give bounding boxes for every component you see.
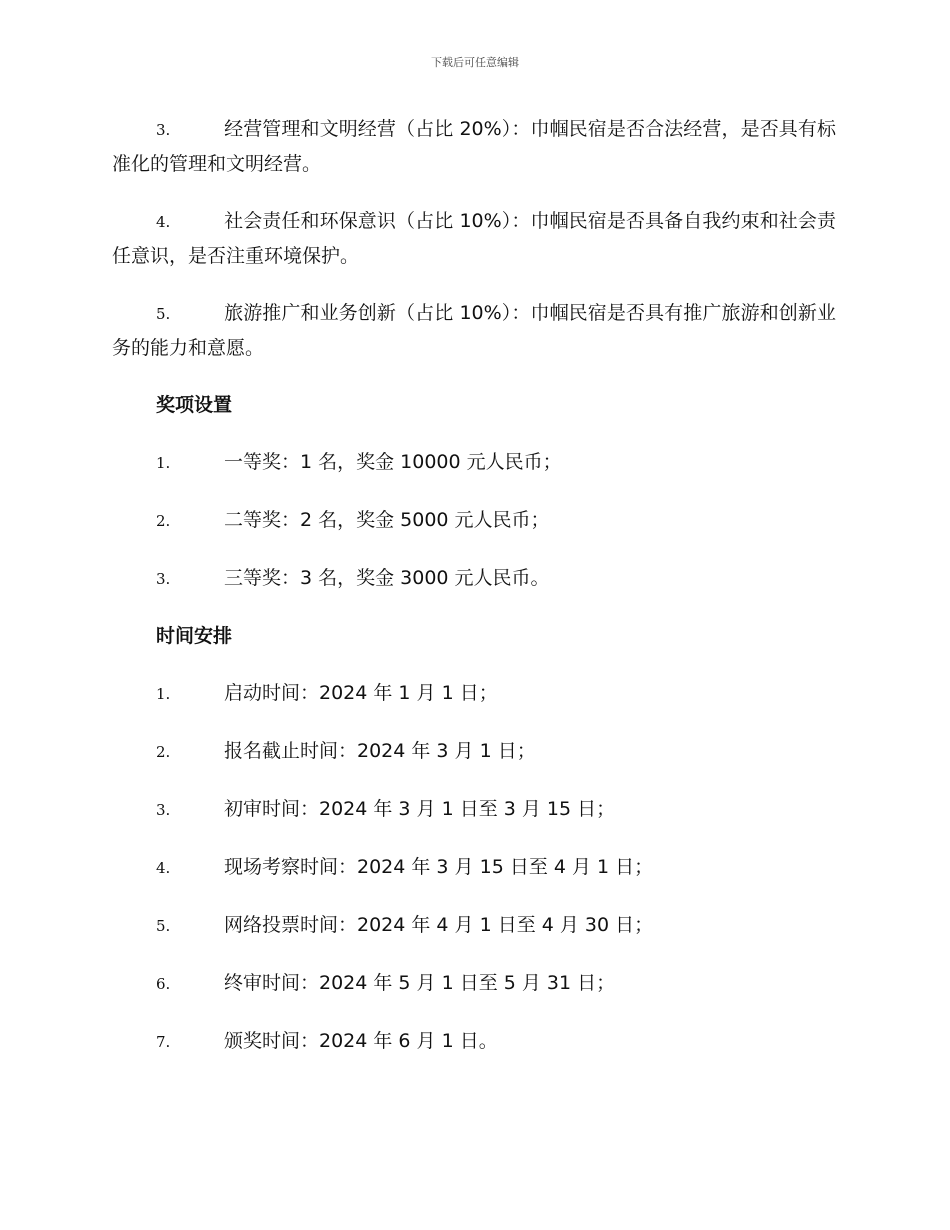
schedule-text: 初审时间：2024 年 3 月 1 日至 3 月 15 日；	[224, 798, 616, 820]
list-number: 2.	[156, 512, 171, 530]
list-number: 3.	[156, 801, 171, 819]
schedule-text: 终审时间：2024 年 5 月 1 日至 5 月 31 日；	[224, 972, 616, 994]
schedule-text: 现场考察时间：2024 年 3 月 15 日至 4 月 1 日；	[224, 856, 654, 878]
list-number: 1.	[156, 454, 171, 472]
list-number: 3.	[156, 121, 171, 139]
list-number: 3.	[156, 570, 171, 588]
criteria-text: 社会责任和环保意识（占比 10%）：巾帼民宿是否具备自我约束和社会责任意识，是否注重环境保护。	[112, 210, 836, 267]
criteria-item-4	[112, 204, 836, 273]
criteria-text: 经营管理和文明经营（占比 20%）：巾帼民宿是否合法经营，是否具有标准化的管理和文明经营。	[112, 118, 836, 175]
list-number: 2.	[156, 743, 171, 761]
awards-heading: 奖项设置	[156, 394, 233, 416]
schedule-item	[112, 966, 836, 1001]
schedule-text: 网络投票时间：2024 年 4 月 1 日至 4 月 30 日；	[224, 914, 654, 936]
award-item	[112, 561, 836, 596]
list-number: 4.	[156, 213, 171, 231]
award-item	[112, 445, 836, 480]
award-item	[112, 503, 836, 538]
schedule-text: 启动时间：2024 年 1 月 1 日；	[224, 682, 498, 704]
schedule-text: 颁奖时间：2024 年 6 月 1 日。	[224, 1030, 498, 1052]
schedule-item	[112, 676, 836, 711]
schedule-item	[112, 908, 836, 943]
criteria-item-5	[112, 296, 836, 365]
list-number: 5.	[156, 917, 171, 935]
page-header: 下载后可任意编辑	[431, 56, 519, 69]
schedule-item	[112, 1024, 836, 1059]
schedule-heading: 时间安排	[156, 625, 233, 647]
award-text: 一等奖：1 名，奖金 10000 元人民币；	[224, 451, 562, 473]
criteria-text: 旅游推广和业务创新（占比 10%）：巾帼民宿是否具有推广旅游和创新业务的能力和意愿。	[112, 302, 836, 359]
award-text: 二等奖：2 名，奖金 5000 元人民币；	[224, 509, 550, 531]
schedule-item	[112, 792, 836, 827]
award-text: 三等奖：3 名，奖金 3000 元人民币。	[224, 567, 550, 589]
schedule-item	[112, 734, 836, 769]
list-number: 7.	[156, 1033, 171, 1051]
list-number: 6.	[156, 975, 171, 993]
list-number: 1.	[156, 685, 171, 703]
schedule-text: 报名截止时间：2024 年 3 月 1 日；	[224, 740, 536, 762]
list-number: 5.	[156, 305, 171, 323]
list-number: 4.	[156, 859, 171, 877]
criteria-item-3	[112, 112, 836, 181]
schedule-item	[112, 850, 836, 885]
document-body	[112, 112, 836, 1082]
